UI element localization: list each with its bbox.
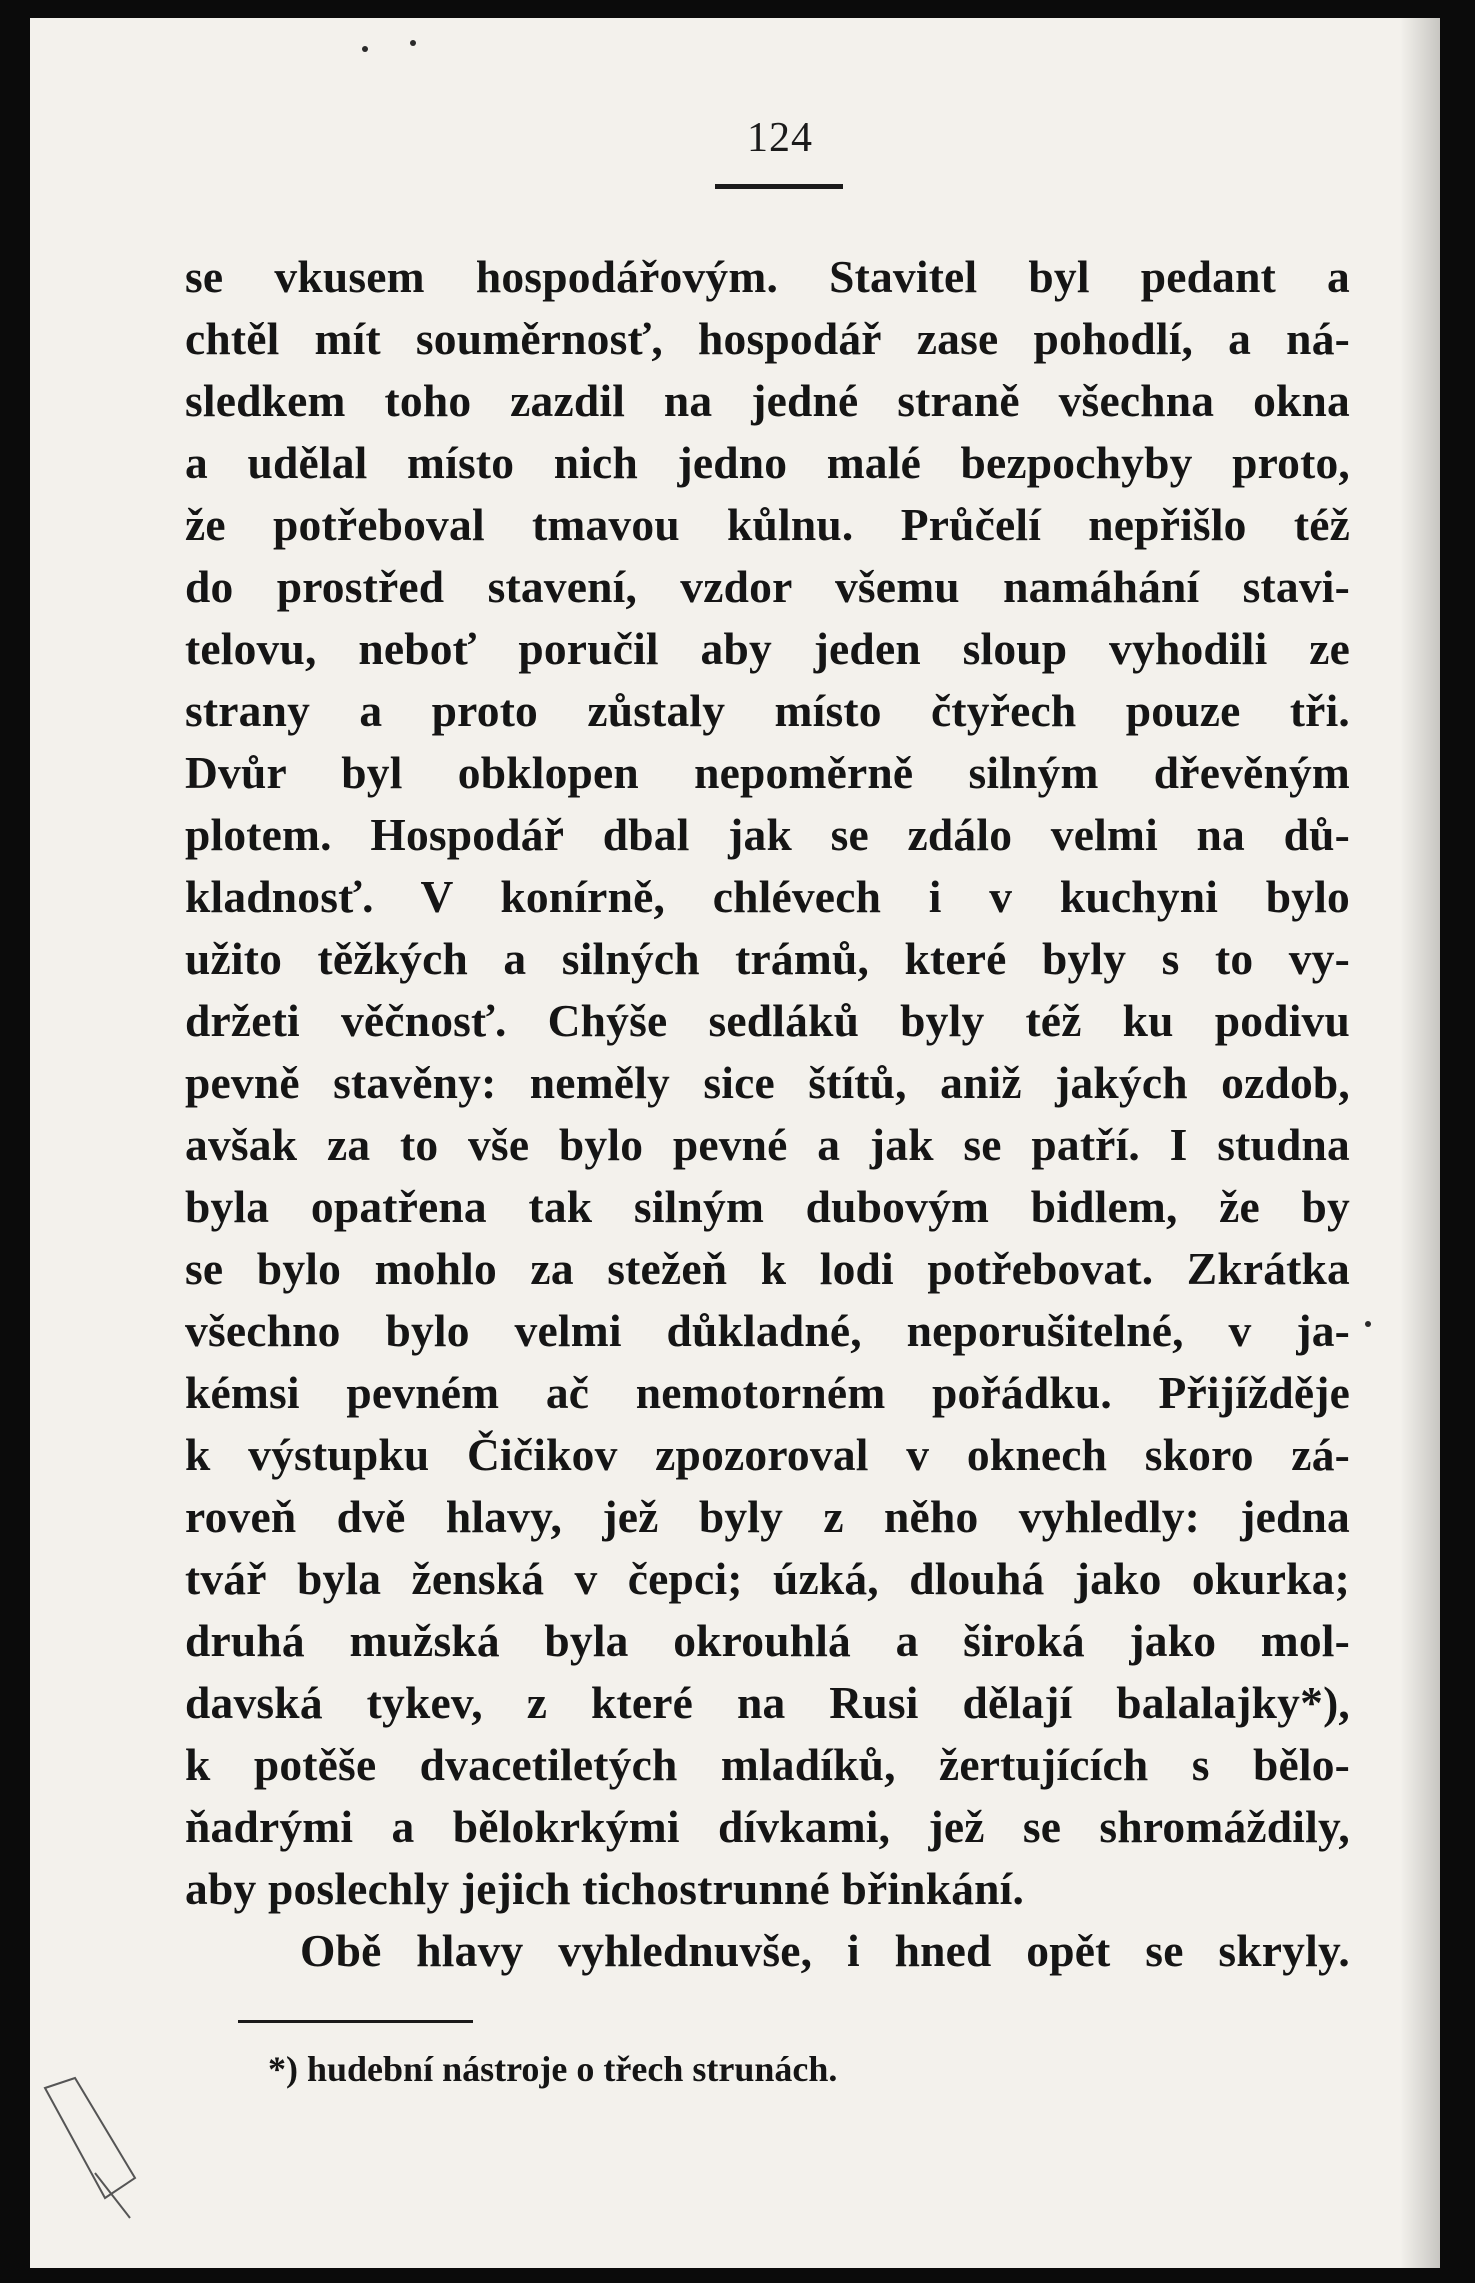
- text-line: do prostřed stavení, vzdor všemu namáhání stavi-: [185, 561, 1350, 612]
- text-line: Dvůr byl obklopen nepoměrně silným dřevěným: [185, 747, 1350, 798]
- book-page: [30, 18, 1440, 2268]
- ink-speck: [1365, 1321, 1371, 1327]
- text-line: kémsi pevném ač nemotorném pořádku. Přijížděje: [185, 1367, 1350, 1418]
- text-line: avšak za to vše bylo pevné a jak se patří. I studna: [185, 1119, 1350, 1170]
- body-text: [185, 246, 1350, 1982]
- footnote-rule: [238, 2020, 473, 2023]
- ink-speck: [410, 40, 416, 46]
- text-line: všechno bylo velmi důkladné, neporušitelné, v ja-: [185, 1305, 1350, 1356]
- text-line: užito těžkých a silných trámů, které byly s to vy-: [185, 933, 1350, 984]
- ink-speck: [362, 46, 368, 52]
- text-line: se vkusem hospodářovým. Stavitel byl pedant a: [185, 251, 1350, 302]
- text-line: k výstupku Čičikov zpozoroval v oknech skoro zá-: [185, 1429, 1350, 1480]
- text-line: k potěše dvacetiletých mladíků, žertujících s bělo-: [185, 1739, 1350, 1790]
- text-line: chtěl mít souměrnosť, hospodář zase pohodlí, a ná-: [185, 313, 1350, 364]
- footnote: *) hudební nástroje o třech strunách.: [268, 2049, 838, 2089]
- text-line: davská tykev, z které na Rusi dělají balalajky*),: [185, 1677, 1350, 1728]
- text-line: že potřeboval tmavou kůlnu. Průčelí nepřišlo též: [185, 499, 1350, 550]
- text-line: byla opatřena tak silným dubovým bidlem, že by: [185, 1181, 1350, 1232]
- text-line: druhá mužská byla okrouhlá a široká jako mol-: [185, 1615, 1350, 1666]
- text-line: roveň dvě hlavy, jež byly z něho vyhledly: jedna: [185, 1491, 1350, 1542]
- header-rule: [715, 184, 843, 189]
- text-line: tvář byla ženská v čepci; úzká, dlouhá jako okurka;: [185, 1553, 1350, 1604]
- corner-fold-mark: [35, 2068, 155, 2228]
- text-line: strany a proto zůstaly místo čtyřech pouze tři.: [185, 685, 1350, 736]
- text-line: aby poslechly jejich tichostrunné břinkání.: [185, 1863, 1025, 1914]
- text-line: a udělal místo nich jedno malé bezpochyby proto,: [185, 437, 1350, 488]
- page-number: 124: [747, 115, 813, 161]
- text-line: se bylo mohlo za stežeň k lodi potřebovat. Zkrátka: [185, 1243, 1350, 1294]
- text-line: pevně stavěny: neměly sice štítů, aniž jakých ozdob,: [185, 1057, 1350, 1108]
- text-line: kladnosť. V konírně, chlévech i v kuchyni bylo: [185, 871, 1350, 922]
- text-line: telovu, neboť poručil aby jeden sloup vyhodili ze: [185, 623, 1350, 674]
- text-line: Obě hlavy vyhlednuvše, i hned opět se skryly.: [300, 1925, 1350, 1976]
- page-edge-shadow: [1400, 18, 1440, 2268]
- text-line: sledkem toho zazdil na jedné straně všechna okna: [185, 375, 1350, 426]
- text-line: ňadrými a bělokrkými dívkami, jež se shromáždily,: [185, 1801, 1350, 1852]
- text-line: plotem. Hospodář dbal jak se zdálo velmi na dů-: [185, 809, 1350, 860]
- text-line: držeti věčnosť. Chýše sedláků byly též ku podivu: [185, 995, 1350, 1046]
